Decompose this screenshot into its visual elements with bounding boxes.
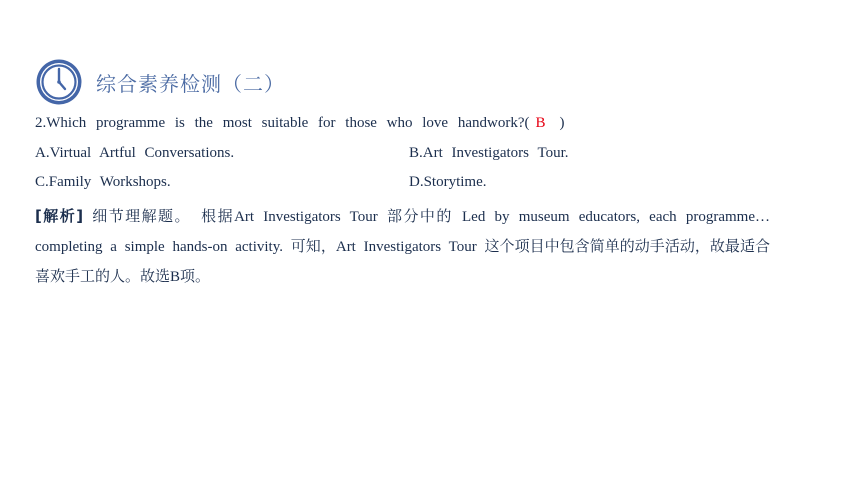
clock-icon [35,58,83,106]
option-c: C.Family Workshops. [35,174,171,190]
explanation-text-4: Led by museum educators, each programme…completing a simple hands-on activity. [35,209,770,255]
explanation-tag: [解析] [35,207,84,225]
explanation-text-9: 项。 [180,267,211,285]
explanation [35,202,770,292]
explanation-text-1: 细节理解题。 根据 [92,207,235,225]
question-close: ) [559,115,565,131]
section-title: 综合素养检测（二） [96,71,285,96]
section-header [35,57,285,107]
explanation-text-7: 这个项目中包含简单的动手活动，故最适合喜欢手工的人。故选 [35,237,770,285]
option-a: A.Virtual Artful Conversations. [35,145,235,161]
explanation-text-6: Art Investigators Tour [335,239,477,255]
explanation-text-8: B [170,269,181,285]
question-text: 2.Which programme is the most suitable for those who love handwork?( [35,115,530,131]
option-d: D.Storytime. [409,174,487,190]
explanation-text-3: 部分中的 [387,207,453,225]
explanation-text-2: Art Investigators Tour [234,209,378,225]
explanation-text-5: 可知， [290,237,336,255]
answer-letter: B [535,115,546,131]
option-b: B.Art Investigators Tour. [409,145,569,161]
question-stem [35,115,565,132]
